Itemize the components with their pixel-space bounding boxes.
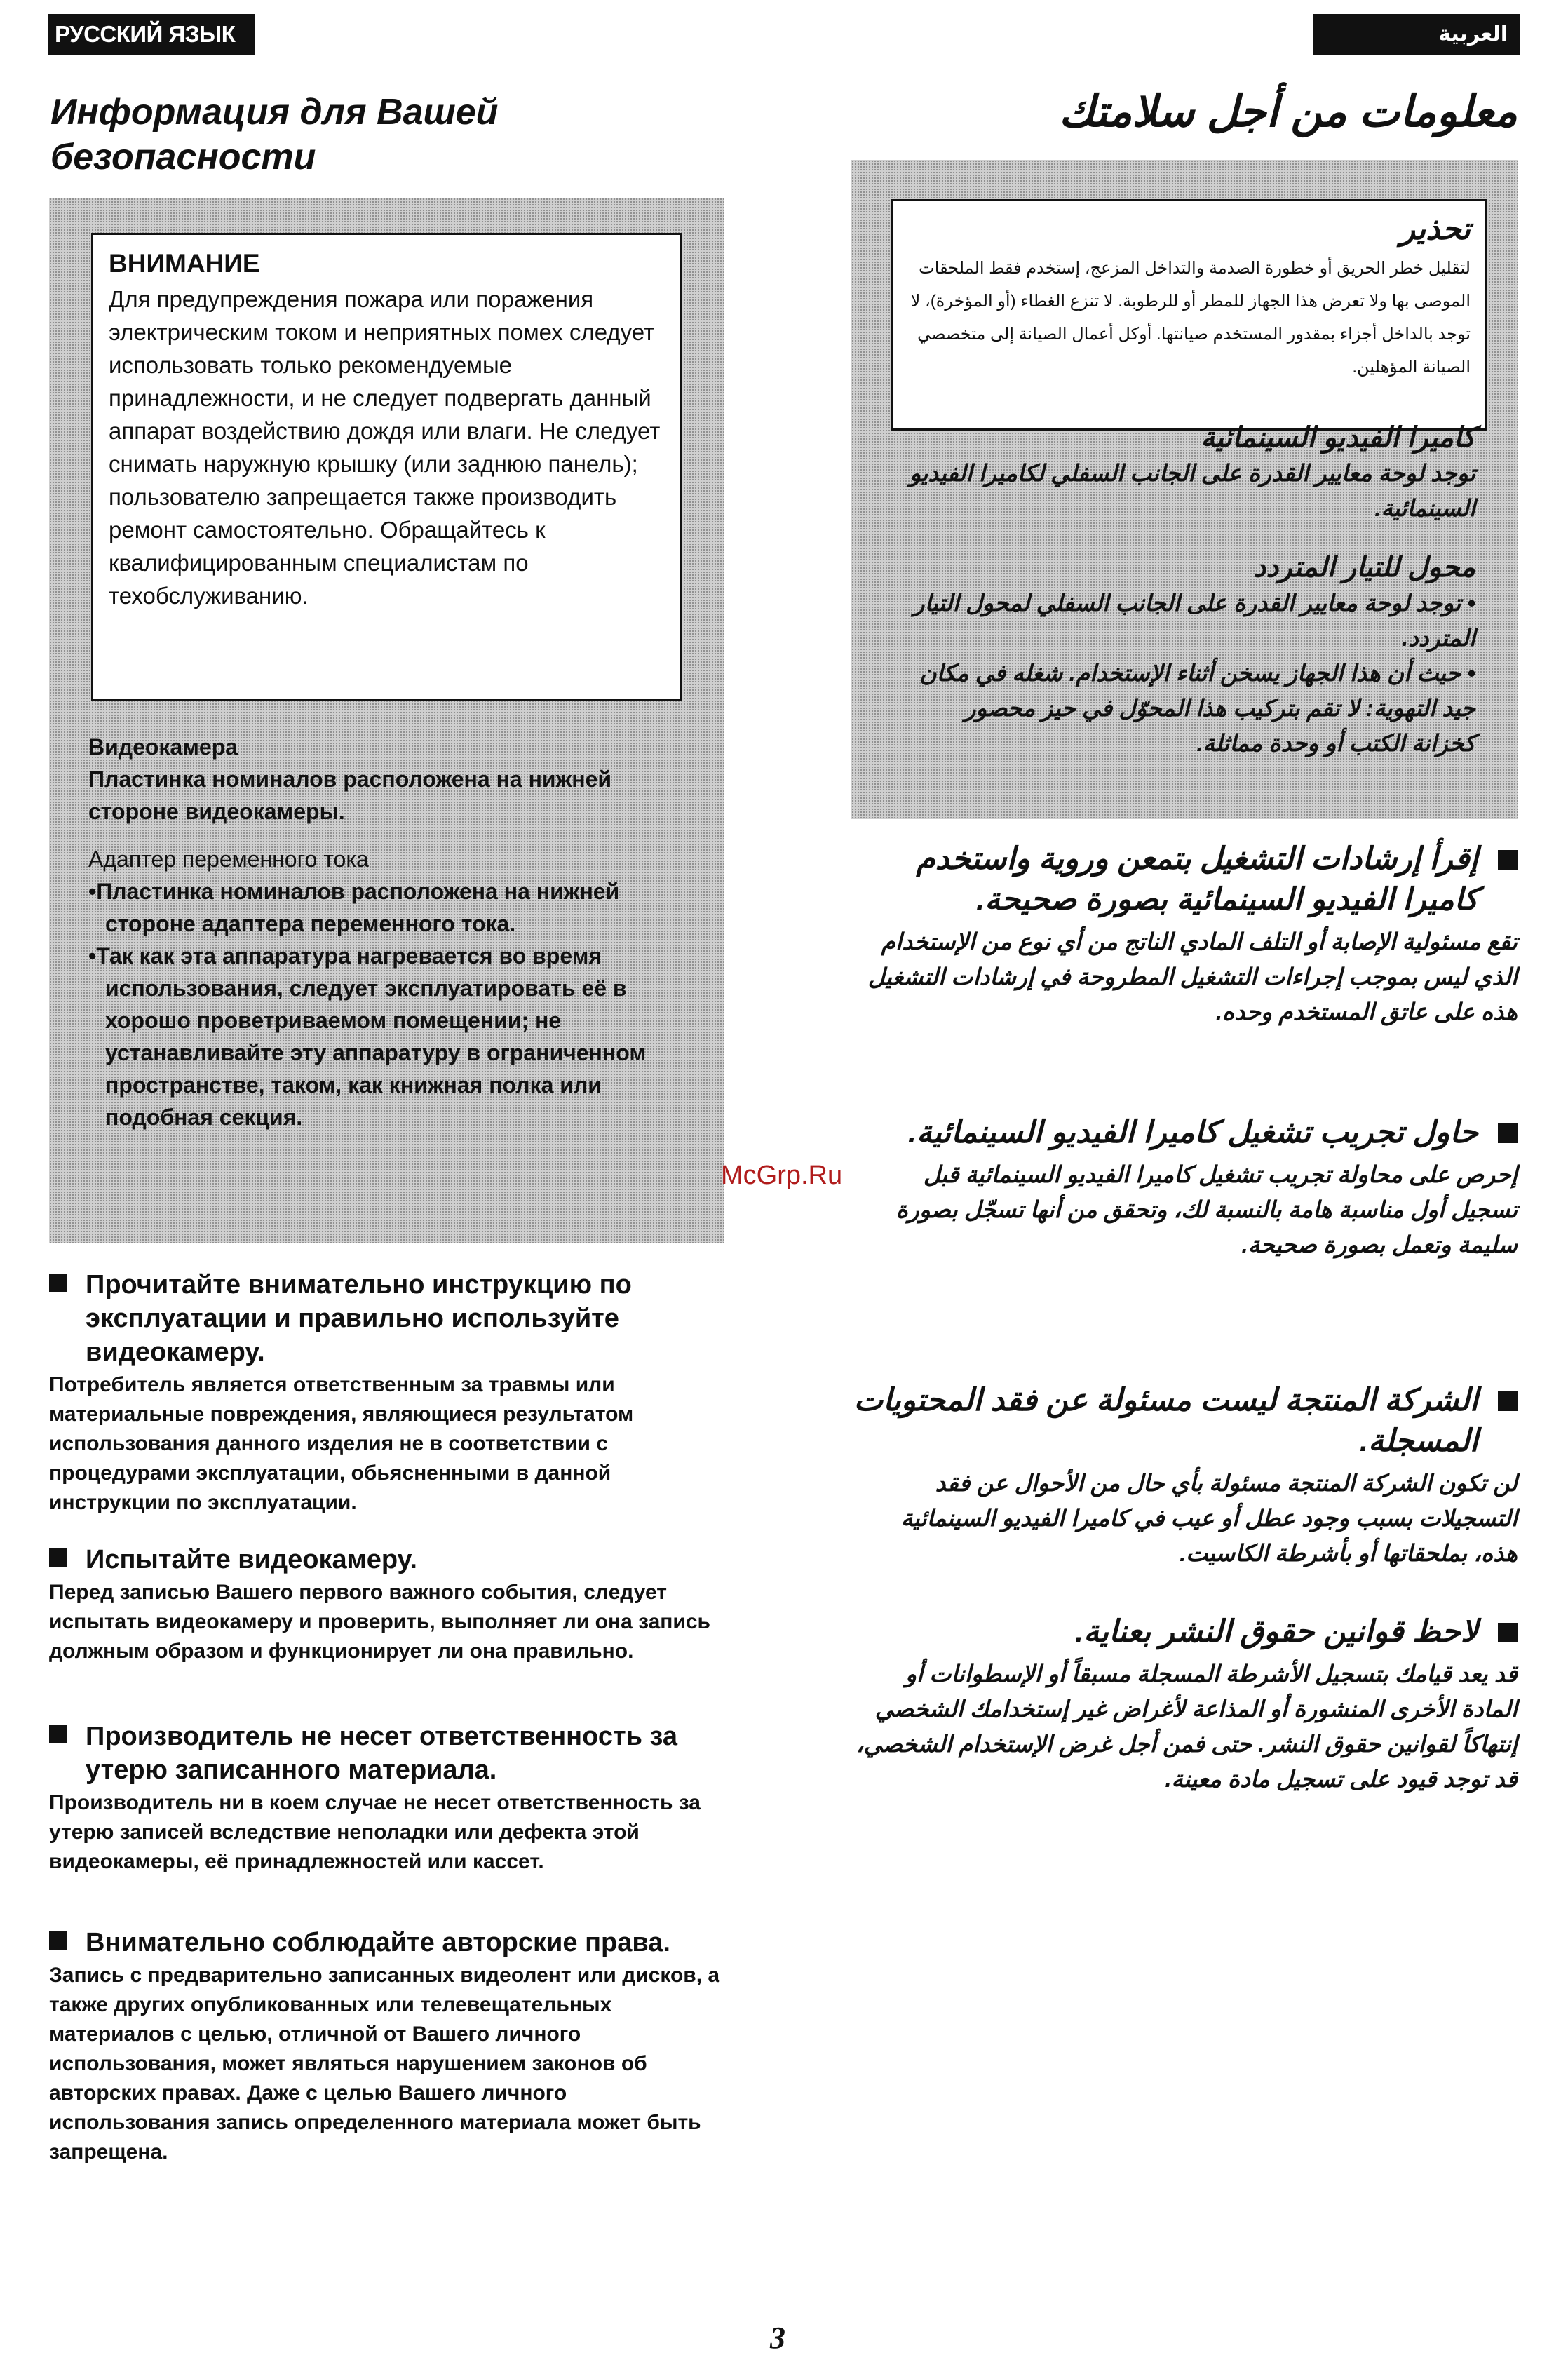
adapter-info [900,549,1475,761]
safety-panel-arabic [851,160,1518,819]
square-bullet-icon [49,1274,67,1292]
square-bullet-icon [49,1725,67,1743]
section-heading: Внимательно соблюдайте авторские права. [49,1926,722,1959]
square-bullet-icon [1498,1391,1518,1411]
section-heading: إقرأ إرشادات التشغيل بتمعن وروية واستخدم كاميرا الفيديو السينمائية بصورة صحيحة. [851,839,1518,920]
section-text: Потребитель является ответственным за травмы или материальные повреждения, являющиеся результатом использования данного изделия не в соответствии с процедурами эксплуатации, обьясненными в данной инструкции по эксплуатации. [49,1373,634,1514]
section-read-instructions-ar [851,839,1518,1030]
section-text: Производитель ни в коем случае не несет ответственность за утерю записей вследствие неполадки или дефекта этой видеокамеры, её принадлежностей или кассет. [49,1791,701,1873]
section-heading: حاول تجريب تشغيل كاميرا الفيديو السينمائية. [851,1112,1518,1153]
language-tag-arabic: العربية [1313,14,1520,55]
adapter-info [88,843,705,1133]
warning-title: تحذير [1400,212,1471,246]
adapter-bullet-2: • حيث أن هذا الجهاز يسخن أثناء الإستخدام. شغله في مكان جيد التهوية: لا تقم بتركيب هذا المحوّل في حيز محصور كخزانة الكتب أو وحدة مماثلة. [919,660,1475,756]
square-bullet-icon [1498,850,1518,870]
section-text: قد يعد قيامك بتسجيل الأشرطة المسجلة مسبقاً أو الإسطوانات أو المادة الأخرى المنشورة أو المذاعة لأغراض غير إستخدامك الشخصي إنتهاكاً لقوانين حقوق النشر. حتى فمن أجل غرض الإستخدام الشخصي، قد توجد قيود على تسجيل مادة معينة. [856,1661,1518,1792]
camera-info [900,419,1475,526]
watermark: McGrp.Ru [721,1161,843,1190]
section-heading: Производитель не несет ответственность за утерю записанного материала. [49,1720,722,1787]
page-title-russian: Информация для Вашей безопасности [50,92,499,177]
warning-box-arabic [891,199,1487,431]
warning-text: لتقليل خطر الحريق أو خطورة الصدمة والتداخل المزعج، إستخدم فقط الملحقات الموصى بها ولا تعرض هذا الجهاز للمطر أو للرطوبة. لا تنزع الغطاء (أو المؤخرة)، لا توجد بالداخل أجزاء بمقدور المستخدم صيانتها. أوكل أعمال الصيانة إلى متخصصي الصيانة المؤهلين. [910,259,1471,377]
section-test-camera [49,1543,722,1666]
square-bullet-icon [49,1931,67,1950]
section-text: لن تكون الشركة المنتجة مسئولة بأي حال من الأحوال عن فقد التسجيلات بسبب وجود عطل أو عيب في كاميرا الفيديو السينمائية هذه، بملحقاتها أو بأشرطة الكاسيت. [900,1470,1518,1566]
page-number: 3 [770,2321,785,2355]
square-bullet-icon [1498,1623,1518,1642]
warning-title: ВНИМАНИЕ [109,249,260,278]
section-heading: Испытайте видеокамеру. [49,1543,722,1577]
section-copyright [49,1926,722,2167]
adapter-bullet-1: •Пластинка номиналов расположена на нижней стороне адаптера переменного тока. [88,879,620,936]
section-heading: الشركة المنتجة ليست مسئولة عن فقد المحتويات المسجلة. [851,1380,1518,1462]
section-text: تقع مسئولية الإصابة أو التلف المادي الناتج من أي نوع من الإستخدام الذي ليس بموجب إجراءات التشغيل المطروحة في إرشادات التشغيل هذه على عاتق المستخدم وحده. [867,929,1518,1025]
adapter-heading: Адаптер переменного тока [88,846,369,872]
language-tag-russian: РУССКИЙ ЯЗЫК [48,14,255,55]
section-heading: Прочитайте внимательно инструкцию по эксплуатации и правильно используйте видеокамеру. [49,1268,722,1369]
page-title-arabic: معلومات من أجل سلامتك [1059,88,1518,136]
camera-text: Пластинка номиналов расположена на нижней стороне видеокамеры. [88,767,612,824]
camera-info [88,731,705,828]
square-bullet-icon [49,1548,67,1567]
section-no-liability-ar [851,1380,1518,1571]
adapter-bullet-2: •Так как эта аппаратура нагревается во время использования, следует эксплуатировать её в хорошо проветриваемом помещении; не устанавливайте эту аппаратуру в ограниченном пространстве, таком, как книжная полка или подобная секция. [88,943,646,1130]
section-text: Перед записью Вашего первого важного события, следует испытать видеокамеру и проверить, выполняет ли она запись должным образом и функционирует ли она правильно. [49,1581,710,1663]
section-text: Запись с предварительно записанных видеолент или дисков, а также других опубликованных или телевещательных материалов с целью, отличной от Вашего личного использования, может являться нарушением законов об авторских правах. Даже с целью Вашего личного использования запись определенного материала может быть запрещена. [49,1964,720,2164]
warning-text: Для предупреждения пожара или поражения электрическим током и неприятных помех следует использовать только рекомендуемые принадлежности, и не следует подвергать данный аппарат воздействию дождя или влаги. Не следует снимать наружную крышку (или заднюю панель); пользователю запрещается также производить ремонт самостоятельно. Обращайтесь к квалифицированным специалистам по техобслуживанию. [109,286,661,609]
adapter-bullet-1: • توجد لوحة معايير القدرة على الجانب السفلي لمحول التيار المتردد. [913,590,1475,651]
section-test-camera-ar [851,1112,1518,1262]
warning-box-russian [91,233,682,701]
safety-panel-russian [49,198,724,1243]
adapter-heading: محول للتيار المتردد [1253,552,1475,583]
section-no-liability [49,1720,722,1877]
camera-heading: Видеокамера [88,734,238,760]
square-bullet-icon [1498,1123,1518,1143]
section-text: إحرص على محاولة تجريب تشغيل كاميرا الفيديو السينمائية قبل تسجيل أول مناسبة هامة بالنسبة لك، وتحقق من أنها تسجّل بصورة سليمة وتعمل بصورة صحيحة. [895,1161,1518,1257]
camera-text: توجد لوحة معايير القدرة على الجانب السفلي لكاميرا الفيديو السينمائية. [910,460,1475,521]
section-heading: لاحظ قوانين حقوق النشر بعناية. [851,1612,1518,1652]
section-read-instructions [49,1268,722,1518]
section-copyright-ar [851,1612,1518,1797]
camera-heading: كاميرا الفيديو السينمائية [1201,422,1475,453]
